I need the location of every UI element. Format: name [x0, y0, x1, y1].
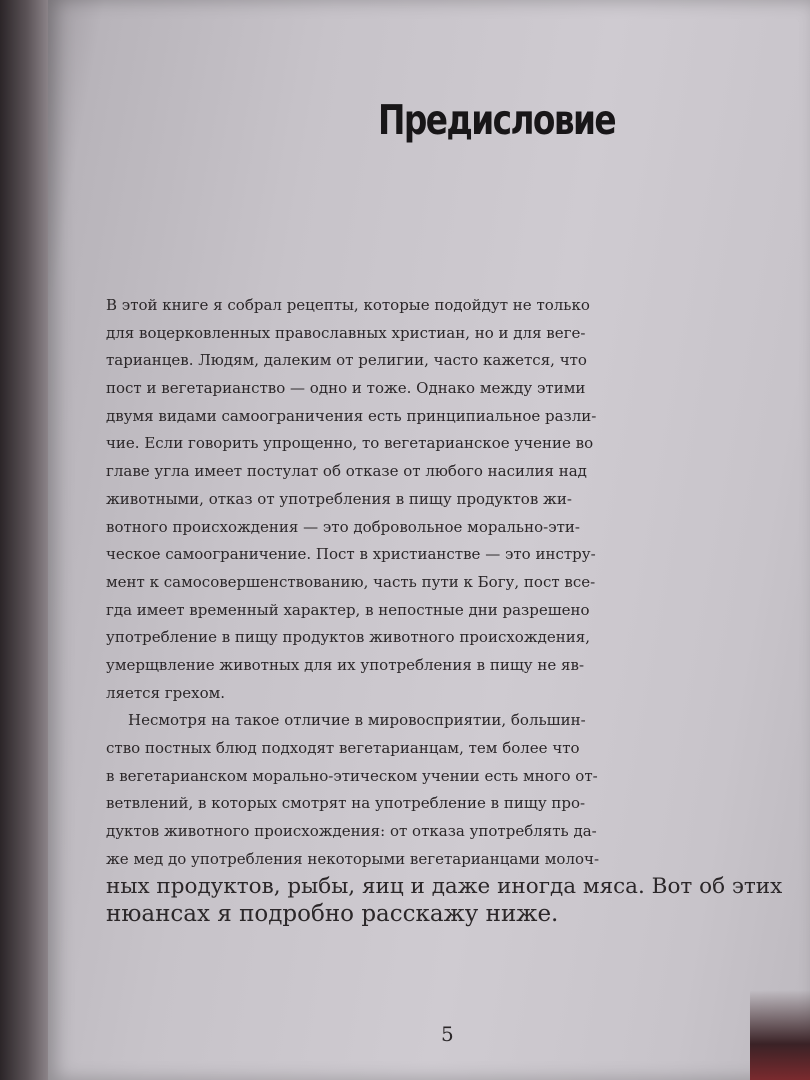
- page-heading: Предисловие: [378, 96, 616, 144]
- body-text: [106, 292, 782, 929]
- text-line: Несмотря на такое отличие в мировосприятии, большин-: [128, 711, 586, 730]
- page-number: 5: [441, 1022, 454, 1046]
- text-line: же мед до употребления некоторыми вегетарианцами молоч-: [106, 849, 600, 868]
- text-line: ветвлений, в которых смотрят на употребление в пищу про-: [106, 794, 586, 813]
- text-line: В этой книге я собрал рецепты, которые подойдут не только: [106, 296, 590, 314]
- cover-edge: [750, 990, 810, 1080]
- text-line: ляется грехом.: [106, 683, 226, 702]
- text-line: гда имеет временный характер, в непостные дни разрешено: [106, 600, 590, 619]
- text-line: животными, отказ от употребления в пищу продуктов жи-: [106, 489, 572, 508]
- text-line: нюансах я подробно расскажу ниже.: [106, 901, 559, 928]
- text-line: для воцерковленных православных христиан, но и для веге-: [106, 323, 586, 342]
- text-line: чие. Если говорить упрощенно, то вегетарианское учение во: [106, 434, 594, 453]
- text-line: ных продуктов, рыбы, яиц и даже иногда мяса. Вот об этих: [106, 874, 783, 900]
- text-line: умерщвление животных для их употребления в пищу не яв-: [106, 655, 585, 674]
- text-line: двумя видами самоограничения есть принципиальное разли-: [106, 406, 597, 425]
- text-line: пост и вегетарианство — одно и тоже. Однако между этими: [106, 379, 586, 398]
- text-line: дуктов животного происхождения: от отказа употреблять да-: [106, 822, 597, 841]
- text-line: главе угла имеет постулат об отказе от любого насилия над: [106, 462, 587, 481]
- text-line: ство постных блюд подходят вегетарианцам, тем более что: [106, 739, 580, 757]
- text-line: мент к самосовершенствованию, часть пути к Богу, пост все-: [106, 572, 596, 591]
- text-line: в вегетарианском морально-этическом учении есть много от-: [106, 766, 598, 785]
- text-line: вотного происхождения — это добровольное морально-эти-: [106, 517, 580, 536]
- text-line: ческое самоограничение. Пост в христианстве — это инстру-: [106, 545, 596, 564]
- text-line: употребление в пищу продуктов животного происхождения,: [106, 628, 590, 647]
- text-line: тарианцев. Людям, далеким от религии, часто кажется, что: [106, 351, 587, 370]
